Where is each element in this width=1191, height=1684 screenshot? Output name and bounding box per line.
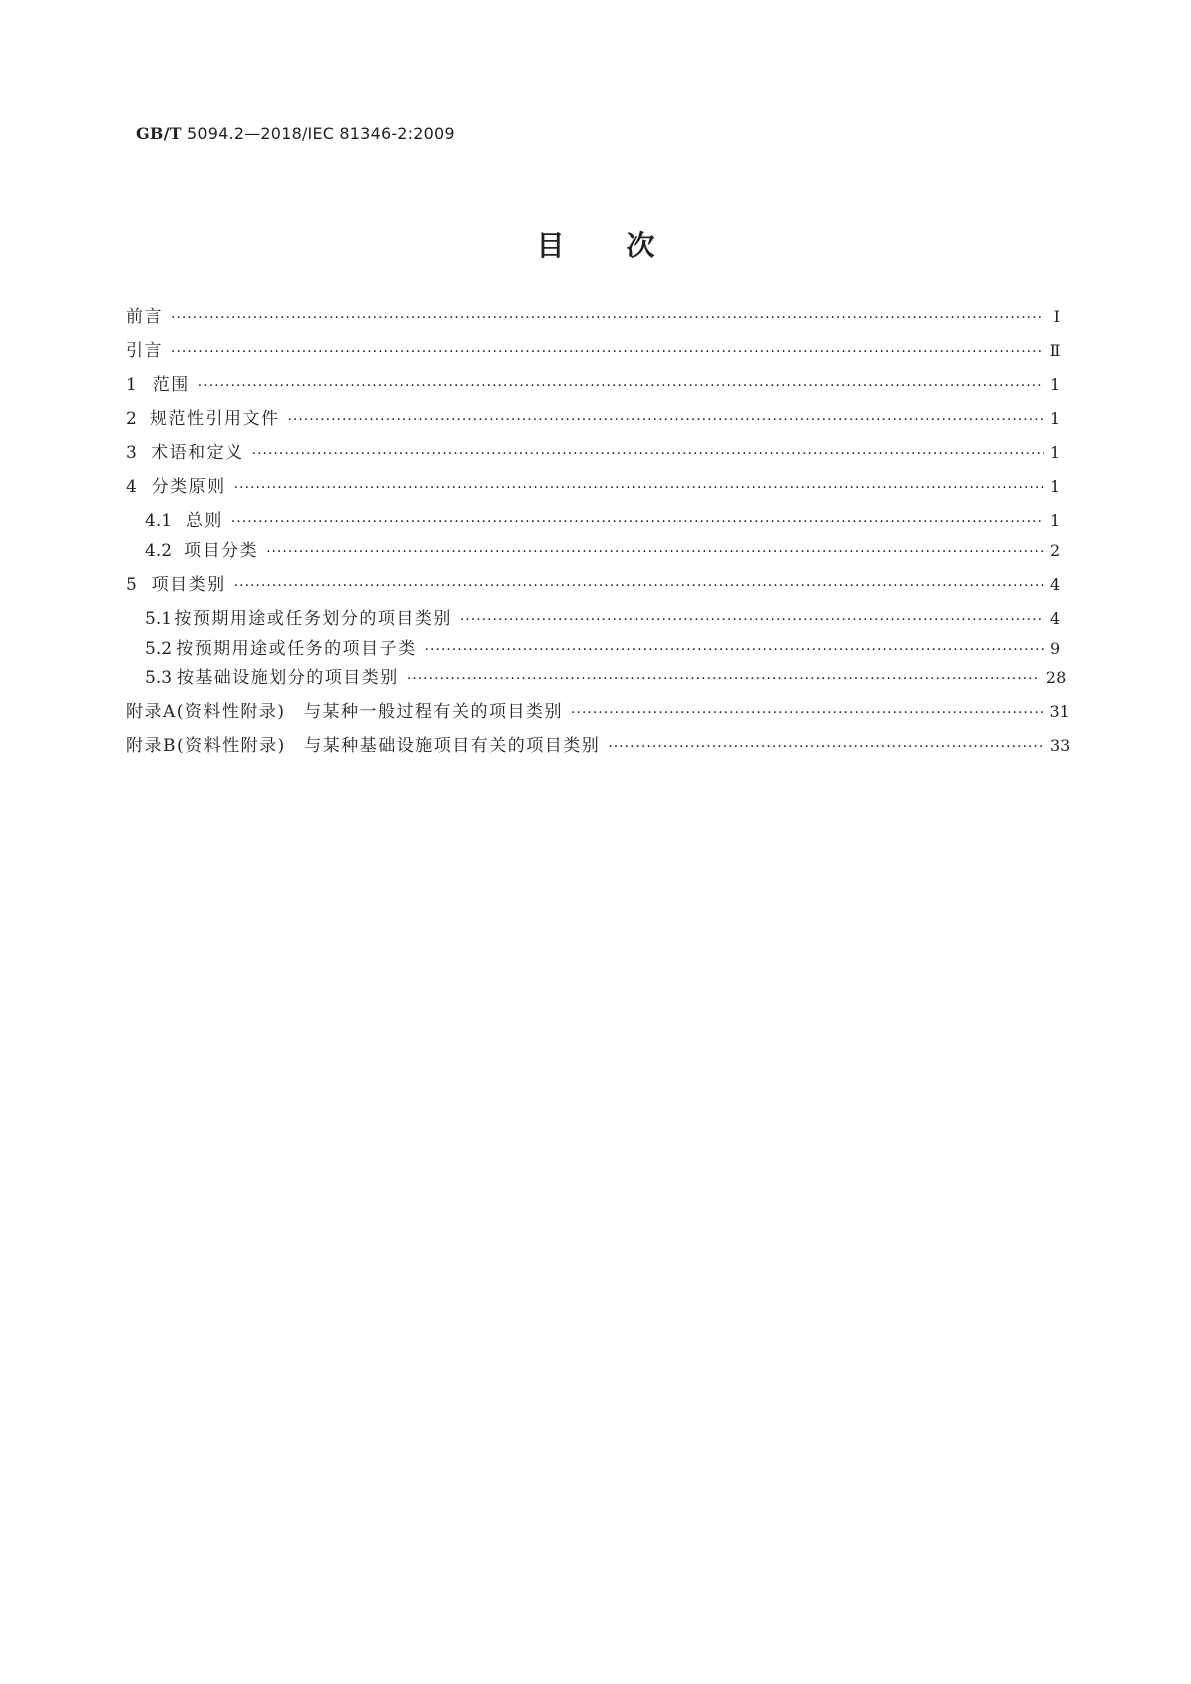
toc-entry-page: 31 (1049, 702, 1070, 721)
toc-entry-5-3[interactable] (145, 666, 1067, 691)
toc-entry-number: 2 (126, 409, 137, 429)
toc-entry-5[interactable] (126, 573, 1060, 598)
toc-entry-introduction[interactable] (126, 339, 1060, 364)
toc-dot-leader (571, 701, 1043, 725)
toc-entry-title: 引言 (126, 341, 163, 361)
toc-entry-page: 33 (1050, 736, 1071, 755)
toc-entry-page: 1 (1050, 477, 1061, 496)
toc-entry-5-2[interactable] (145, 637, 1060, 662)
toc-entry-number: 5.2 (145, 639, 173, 659)
toc-entry-title: 附录A(资料性附录) 与某种一般过程有关的项目类别 (126, 702, 564, 722)
toc-entry-page: 1 (1050, 375, 1061, 394)
toc-entry-number: 4.1 (145, 511, 173, 531)
toc-entry-page: 28 (1045, 668, 1067, 687)
toc-entry-number: 5 (126, 575, 137, 595)
toc-entry-number: 4 (126, 477, 137, 497)
toc-dot-leader (266, 540, 1044, 564)
toc-entry-foreword[interactable] (126, 305, 1060, 330)
toc-entry-title: 项目分类 (184, 541, 259, 561)
toc-entry-number: 3 (126, 443, 137, 463)
toc-dot-leader (171, 306, 1044, 330)
toc-entry-annex-a[interactable] (126, 700, 1070, 725)
toc-dot-leader (231, 510, 1044, 534)
toc-dot-leader (287, 408, 1044, 432)
toc-entry-page: Ⅰ (1053, 307, 1060, 326)
toc-entry-1[interactable] (126, 373, 1060, 398)
toc-entry-title: 术语和定义 (151, 443, 244, 463)
toc-entry-4-2[interactable] (145, 539, 1060, 564)
toc-dot-leader (234, 574, 1044, 598)
toc-entry-2[interactable] (126, 407, 1060, 432)
toc-dot-leader (425, 638, 1044, 662)
toc-dot-leader (171, 340, 1044, 364)
toc-dot-leader (460, 608, 1044, 632)
toc-entry-title: 附录B(资料性附录) 与某种基础设施项目有关的项目类别 (126, 736, 601, 756)
toc-entry-page: 4 (1050, 609, 1061, 628)
standard-code: GB/T (136, 124, 182, 143)
toc-entry-4[interactable] (126, 475, 1060, 500)
toc-dot-leader (198, 374, 1044, 398)
toc-entry-title: 按基础设施划分的项目类别 (176, 668, 399, 688)
toc-entry-annex-b[interactable] (126, 734, 1071, 759)
toc-entry-page: 1 (1050, 511, 1061, 530)
toc-entry-5-1[interactable] (145, 607, 1060, 632)
toc-entry-number: 5.1 (145, 609, 173, 629)
toc-entry-4-1[interactable] (145, 509, 1060, 534)
toc-entry-title: 前言 (126, 307, 163, 327)
toc-entry-title: 范围 (152, 375, 190, 395)
toc-entry-title: 总则 (185, 511, 223, 531)
toc-heading: 目次 (536, 229, 717, 262)
toc-entry-title: 规范性引用文件 (149, 409, 280, 429)
toc-dot-leader (608, 735, 1044, 759)
toc-entry-number: 5.3 (145, 668, 173, 688)
toc-entry-title: 按预期用途或任务的项目子类 (176, 639, 417, 659)
toc-entry-title: 项目类别 (151, 575, 226, 595)
toc-dot-leader (234, 476, 1044, 500)
toc-entry-page: 1 (1050, 409, 1061, 428)
toc-entry-number: 1 (126, 375, 137, 395)
toc-dot-leader (407, 667, 1040, 691)
toc-entry-page: Ⅱ (1049, 341, 1061, 360)
standard-number: 5094.2—2018/IEC 81346-2:2009 (187, 124, 455, 143)
toc-entry-3[interactable] (126, 441, 1060, 466)
toc-entry-title: 按预期用途或任务划分的项目类别 (174, 609, 452, 629)
toc-dot-leader (252, 442, 1044, 466)
toc-entry-page: 1 (1050, 443, 1061, 462)
toc-entry-number: 4.2 (145, 541, 173, 561)
toc-entry-page: 4 (1050, 575, 1061, 594)
toc-entry-page: 2 (1050, 541, 1061, 560)
toc-entry-page: 9 (1050, 639, 1061, 658)
toc-entry-title: 分类原则 (151, 477, 226, 497)
